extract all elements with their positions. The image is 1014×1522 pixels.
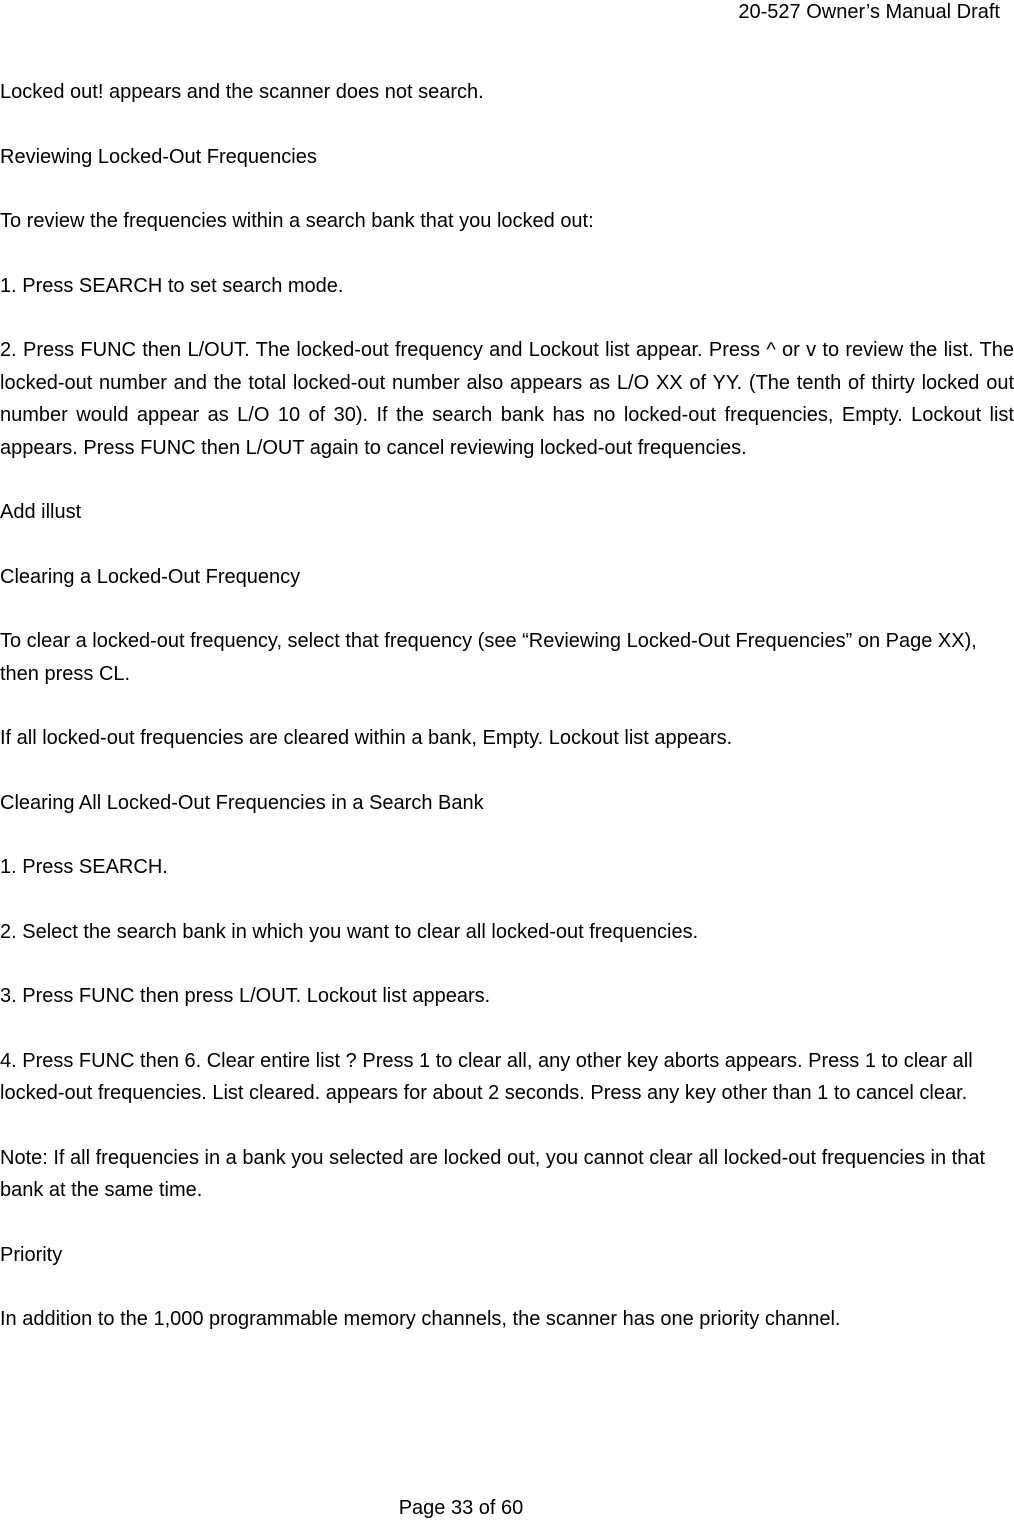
clear-all-step-2: 2. Select the search bank in which you want to clear all locked-out frequencies. bbox=[0, 920, 699, 943]
document-header: 20-527 Owner’s Manual Draft bbox=[738, 1, 1000, 23]
paragraph-clear-frequency: To clear a locked-out frequency, select that frequency (see “Reviewing Locked-Out Frequencies” on Page XX), then press CL. bbox=[0, 630, 977, 685]
paragraph-priority-intro: In addition to the 1,000 programmable memory channels, the scanner has one priority channel. bbox=[0, 1308, 841, 1330]
paragraph-note: Note: If all frequencies in a bank you selected are locked out, you cannot clear all locked-out frequencies in that bank at the same time. bbox=[0, 1146, 986, 1201]
paragraph-all-cleared: If all locked-out frequencies are cleared within a bank, Empty. Lockout list appears. bbox=[0, 727, 733, 749]
paragraph-locked-out-note: Locked out! appears and the scanner does not search. bbox=[0, 81, 484, 103]
step-2-press-func-lout: 2. Press FUNC then L/OUT. The locked-out frequency and Lockout list appear. Press ^ or v to review the list. The locked-out number and the total locked-out number also appears as L/O XX of YY. (The tenth of thirty locked out number would appear as L/O 10 of 30). If the search bank has no locked-out frequencies, Empty. Lockout list appears. Press FUNC then L/OUT again to cancel reviewing locked-out frequencies. bbox=[0, 339, 1014, 459]
clear-all-step-4: 4. Press FUNC then 6. Clear entire list ? Press 1 to clear all, any other key aborts appears. Press 1 to clear all locked-out frequencies. List cleared. appears for about 2 seconds. Press any key other than 1 to cancel clear. bbox=[0, 1049, 973, 1104]
step-1-press-search: 1. Press SEARCH to set search mode. bbox=[0, 274, 344, 297]
section-heading-reviewing-locked-out: Reviewing Locked-Out Frequencies bbox=[0, 145, 317, 168]
section-heading-clearing-locked-out: Clearing a Locked-Out Frequency bbox=[0, 565, 301, 588]
placeholder-add-illust: Add illust bbox=[0, 501, 82, 523]
clear-all-step-1: 1. Press SEARCH. bbox=[0, 856, 168, 878]
page-number: Page 33 of 60 bbox=[398, 1497, 524, 1519]
clear-all-step-3: 3. Press FUNC then press L/OUT. Lockout list appears. bbox=[0, 985, 491, 1007]
section-heading-clearing-all: Clearing All Locked-Out Frequencies in a Search Bank bbox=[0, 791, 484, 814]
paragraph-review-intro: To review the frequencies within a search bank that you locked out: bbox=[0, 210, 594, 232]
section-heading-priority: Priority bbox=[0, 1243, 63, 1266]
page-body bbox=[0, 76, 1014, 1368]
